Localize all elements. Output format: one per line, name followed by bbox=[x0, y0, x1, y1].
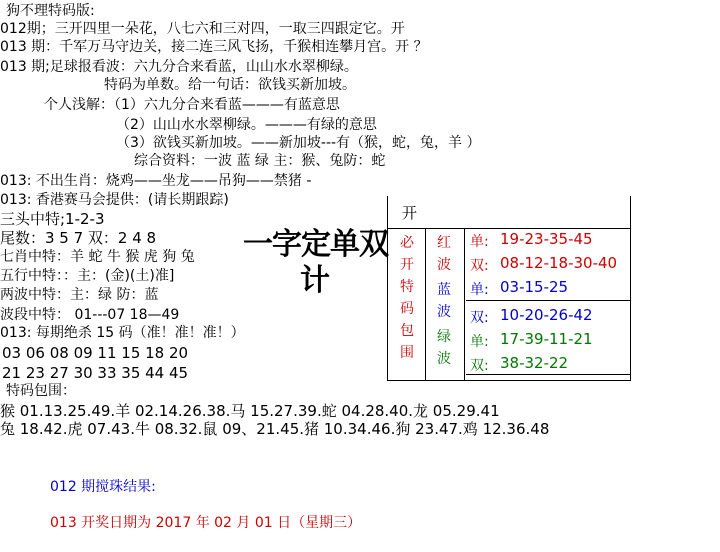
nums-line-2: 21 23 27 30 33 35 44 45 bbox=[2, 364, 189, 382]
row-value: 17-39-11-21 bbox=[500, 330, 593, 348]
color-char: 蓝 bbox=[437, 282, 451, 298]
table-header-text: 开 bbox=[402, 204, 418, 222]
label-char: 必 bbox=[400, 235, 414, 251]
result-line: 012 期搅珠结果: bbox=[50, 479, 156, 495]
page-title: 狗不理特码版: bbox=[6, 3, 95, 19]
big-text-line-1: 一字定单双 bbox=[243, 227, 388, 262]
prediction-table bbox=[387, 196, 631, 381]
wuxing-line: 五行中特：：主：(金)(土)准] bbox=[0, 268, 175, 284]
number-row bbox=[466, 228, 630, 252]
number-row bbox=[466, 328, 630, 352]
number-row bbox=[466, 352, 630, 376]
color-char: 波 bbox=[437, 304, 451, 320]
date-line: 013 开奖日期为 2017 年 02 月 01 日（星期三） bbox=[50, 515, 362, 531]
number-row bbox=[466, 252, 630, 276]
big-text-line-2: 计 bbox=[300, 263, 329, 298]
jie-line-3: （3）欲钱买新加坡。——新加坡---有（猴，蛇，兔，羊 ） bbox=[116, 135, 481, 151]
color-column bbox=[430, 232, 458, 370]
number-row bbox=[466, 304, 630, 328]
row-key: 单: bbox=[470, 334, 489, 350]
label-char: 码 bbox=[400, 301, 414, 317]
buchu-line: 013: 不出生肖：烧鸡——坐龙——吊狗——禁猪 - bbox=[0, 173, 312, 189]
row-key: 单: bbox=[470, 282, 489, 298]
hk-line: 013: 香港赛马会提供：(请长期跟踪) bbox=[0, 192, 229, 208]
number-row bbox=[466, 276, 630, 300]
jue-line: 013: 每期绝杀 15 码（准！准！准！） bbox=[0, 325, 245, 341]
label-char: 特 bbox=[400, 279, 414, 295]
santou-line: 三头中特;1-2-3 bbox=[0, 210, 105, 228]
liangbo-line: 两波中特：主：绿 防：蓝 bbox=[0, 287, 159, 303]
qixiao-line: 七肖中特：羊 蛇 牛 猴 虎 狗 兔 bbox=[0, 249, 195, 265]
zodiac-line-2: 兔 18.42.虎 07.43.牛 08.32.鼠 09、21.45.猪 10.34.46.狗 23.47.鸡 12.36.48 bbox=[0, 420, 550, 438]
table-header bbox=[388, 196, 630, 229]
label-char: 开 bbox=[400, 257, 414, 273]
tema-line: 特码为单数。给一句话：欲钱买新加坡。 bbox=[104, 77, 356, 93]
line-012: 012期；三开四里一朵花，八七六和三对四，一取三四跟定它。开 bbox=[0, 21, 405, 37]
color-char: 波 bbox=[437, 257, 451, 273]
row-value: 10-20-26-42 bbox=[500, 306, 593, 324]
color-char: 波 bbox=[437, 351, 451, 367]
zonghe-line: 综合资料：一波 蓝 绿 主：猴、兔防：蛇 bbox=[134, 153, 386, 169]
row-value: 38-32-22 bbox=[500, 354, 569, 372]
row-value: 08-12-18-30-40 bbox=[500, 254, 618, 272]
zodiac-line-1: 猴 01.13.25.49.羊 02.14.26.38.马 15.27.39.蛇 04.28.40.龙 05.29.41 bbox=[0, 402, 500, 420]
boduan-line: 波段中特： 01---07 18—49 bbox=[0, 307, 180, 323]
row-key: 双: bbox=[470, 258, 489, 274]
line-013-a: 013 期：千军万马守边关，接二连三风飞扬，千猴相连攀月宫。开 ？ bbox=[0, 39, 428, 55]
line-013-b: 013 期;足球报看波：六九分合来看蓝，山山水水翠柳绿。 bbox=[0, 59, 358, 75]
label-column bbox=[394, 232, 420, 364]
row-value: 03-15-25 bbox=[500, 278, 569, 296]
row-key: 单: bbox=[470, 234, 489, 250]
row-divider bbox=[466, 374, 630, 375]
jie-line-1: 个人浅解：（1）六九分合来看蓝———有蓝意思 bbox=[44, 97, 340, 113]
weishu-line: 尾数：3 5 7 双：2 4 8 bbox=[0, 229, 157, 247]
row-key: 双: bbox=[470, 358, 489, 374]
row-value: 19-23-35-45 bbox=[500, 230, 593, 248]
jie-line-2: （2）山山水水翠柳绿。———有绿的意思 bbox=[116, 117, 377, 133]
label-char: 围 bbox=[400, 345, 414, 361]
color-char: 红 bbox=[437, 235, 451, 251]
baowei-line: 特码包围： bbox=[6, 383, 76, 399]
label-char: 包 bbox=[400, 323, 414, 339]
color-char: 绿 bbox=[437, 329, 451, 345]
row-divider bbox=[466, 300, 630, 301]
nums-line-1: 03 06 08 09 11 15 18 20 bbox=[2, 344, 189, 362]
row-key: 双: bbox=[470, 310, 489, 326]
